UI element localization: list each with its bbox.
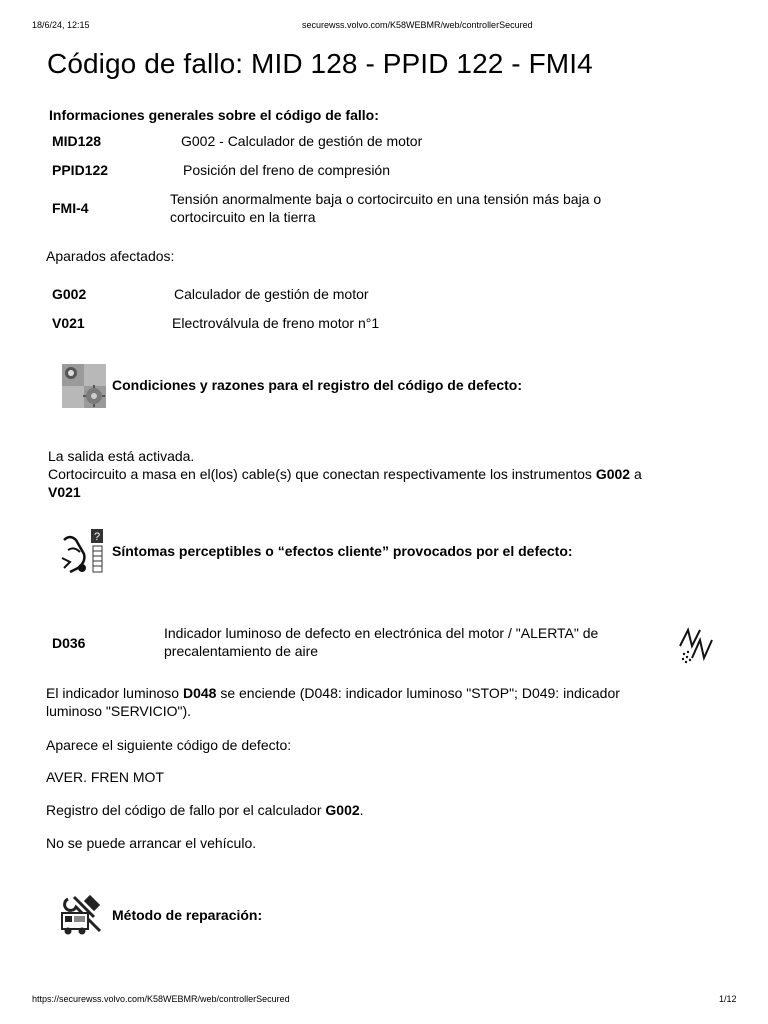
symptom-paragraph-2: Aparece el siguiente código de defecto: — [46, 737, 292, 753]
repair-heading: Método de reparación: — [112, 907, 263, 923]
svg-text:?: ? — [93, 531, 101, 543]
symptom-paragraph-4 — [46, 802, 364, 819]
affected-desc-v021: Electroválvula de freno motor n°1 — [172, 315, 380, 331]
affected-label: Aparados afectados: — [46, 248, 175, 264]
page-number: 1/12 — [719, 994, 737, 1004]
page-title: Código de fallo: MID 128 - PPID 122 - FMI4 — [47, 48, 593, 79]
general-info-desc-fmi-line1: Tensión anormalmente baja o cortocircuito en una tensión más baja o — [170, 191, 602, 207]
symptoms-heading: Síntomas perceptibles o “efectos cliente” provocados por el defecto: — [112, 543, 573, 559]
general-info-heading: Informaciones generales sobre el código de fallo: — [49, 107, 379, 123]
symptom-p4-code: G002 — [325, 802, 360, 818]
symptom-paragraph-5: No se puede arrancar el vehículo. — [46, 835, 257, 851]
symptom-paragraph-1 — [46, 685, 620, 702]
affected-code-v021: V021 — [52, 315, 85, 331]
affected-code-g002: G002 — [52, 286, 87, 302]
conditions-line1: La salida está activada. — [48, 448, 195, 464]
general-info-desc-mid: G002 - Calculador de gestión de motor — [181, 133, 423, 149]
print-url: securewss.volvo.com/K58WEBMR/web/controllerSecured — [302, 20, 533, 30]
customer-effect-icon — [60, 528, 106, 574]
repair-truck-icon — [60, 893, 106, 937]
general-info-code-ppid: PPID122 — [52, 162, 109, 178]
indicator-desc-line2: precalentamiento de aire — [164, 643, 319, 659]
symptom-p1-suffix: se enciende (D048: indicador luminoso "STOP"; D049: indicador — [216, 685, 620, 701]
symptom-fault-message: AVER. FREN MOT — [46, 769, 164, 785]
conditions-line2 — [48, 466, 642, 483]
symptom-p1-text: El indicador luminoso — [46, 685, 183, 701]
general-info-code-mid: MID128 — [52, 133, 102, 149]
print-datetime: 18/6/24, 12:15 — [32, 20, 90, 30]
conditions-heading: Condiciones y razones para el registro del código de defecto: — [112, 377, 522, 393]
gears-icon — [61, 363, 107, 409]
symptom-p4-text: Registro del código de fallo por el calculador — [46, 802, 326, 818]
conditions-line2-code: G002 — [595, 466, 631, 482]
footer-url-link[interactable]: https://securewss.volvo.com/K58WEBMR/web/controllerSecured — [32, 994, 290, 1004]
indicator-code: D036 — [52, 635, 86, 651]
indicator-desc-line1: Indicador luminoso de defecto en electrónica del motor / "ALERTA" de — [164, 625, 599, 641]
general-info-desc-fmi-line2: cortocircuito en la tierra — [170, 209, 316, 225]
general-info-code-fmi: FMI-4 — [52, 200, 89, 216]
general-info-desc-ppid: Posición del freno de compresión — [183, 162, 391, 178]
symptom-p4-suffix: . — [359, 802, 364, 818]
conditions-line2-text: Cortocircuito a masa en el(los) cable(s) que conectan respectivamente los instrumentos — [48, 466, 596, 482]
symptom-p1-code: D048 — [182, 685, 217, 701]
preheat-warning-icon — [678, 624, 718, 664]
conditions-line2-suffix: a — [630, 466, 642, 482]
affected-desc-g002: Calculador de gestión de motor — [174, 286, 369, 302]
symptom-paragraph-1-line2: luminoso "SERVICIO"). — [46, 703, 192, 719]
conditions-line3-code: V021 — [48, 484, 81, 500]
